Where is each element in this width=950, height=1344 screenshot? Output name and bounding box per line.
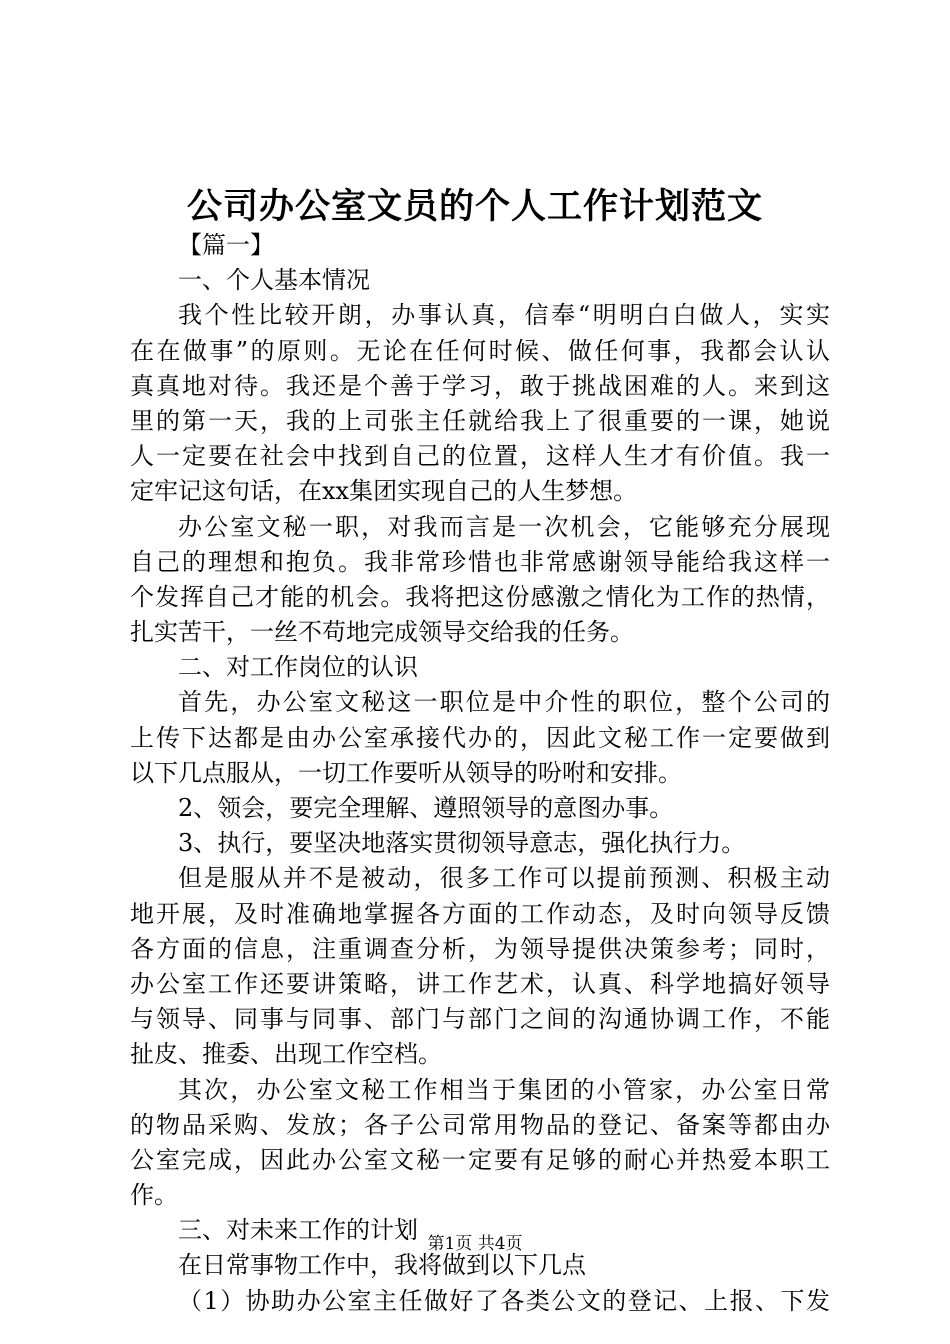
body-text-line: 办公室文秘一职，对我而言是一次机会，它能够充分展现 — [178, 512, 830, 541]
body-text-line: 与领导、同事与同事、部门与部门之间的沟通协调工作，不能 — [130, 1005, 830, 1034]
body-text-line: 的物品采购、发放；各子公司常用物品的登记、备案等都由办 — [130, 1110, 830, 1139]
body-text-line: 各方面的信息，注重调查分析，为领导提供决策参考；同时， — [130, 934, 830, 963]
body-text-line: 办公室工作还要讲策略，讲工作艺术，认真、科学地搞好领导 — [130, 969, 830, 998]
body-text-line: 【篇一】 — [178, 231, 274, 259]
body-text-line: 里的第一天，我的上司张主任就给我上了很重要的一课，她说 — [130, 406, 830, 435]
body-text-line: 真真地对待。我还是个善于学习，敢于挑战困难的人。来到这 — [130, 371, 830, 400]
document-body — [130, 228, 830, 1319]
body-text-line: 上传下达都是由办公室承接代办的，因此文秘工作一定要做到 — [130, 723, 830, 752]
body-text-line: 定牢记这句话，在xx集团实现自己的人生梦想。 — [130, 477, 638, 506]
body-text-line: 扯皮、推委、出现工作空档。 — [130, 1040, 442, 1069]
body-text-line: 公室完成，因此办公室文秘一定要有足够的耐心并热爱本职工 — [130, 1145, 830, 1174]
body-text-line: 作。 — [130, 1181, 178, 1210]
body-text-line: 在在做事”的原则。无论在任何时候、做任何事，我都会认认 — [130, 336, 830, 365]
body-text-line: 人一定要在社会中找到自己的位置，这样人生才有价值。我一 — [130, 442, 830, 471]
page-footer: 第1页 共4页 — [427, 1234, 523, 1254]
body-text-line: 个发挥自己才能的机会。我将把这份感激之情化为工作的热情， — [130, 582, 830, 611]
body-text-line: 以下几点服从，一切工作要听从领导的吩咐和安排。 — [130, 758, 682, 787]
body-text-line: 自己的理想和抱负。我非常珍惜也非常感谢领导能给我这样一 — [130, 547, 830, 576]
body-text-line: 首先，办公室文秘这一职位是中介性的职位，整个公司的 — [178, 688, 830, 717]
body-text-line: 其次，办公室文秘工作相当于集团的小管家，办公室日常 — [178, 1075, 830, 1104]
body-text-line: 在日常事物工作中，我将做到以下几点 — [178, 1251, 586, 1280]
body-text-line: 我个性比较开朗，办事认真，信奉“明明白白做人，实实 — [178, 301, 830, 330]
body-text-line: 扎实苦干，一丝不苟地完成领导交给我的任务。 — [130, 618, 634, 647]
body-text-line: 3、执行，要坚决地落实贯彻领导意志，强化执行力。 — [178, 829, 746, 858]
body-text-line: 地开展，及时准确地掌握各方面的工作动态，及时向领导反馈 — [130, 899, 830, 928]
document-title: 公司办公室文员的个人工作计划范文 — [186, 186, 763, 227]
body-text-line: 一、个人基本情况 — [178, 266, 370, 295]
body-text-line: 但是服从并不是被动，很多工作可以提前预测、积极主动 — [178, 864, 830, 893]
body-text-line: 三、对未来工作的计划 — [178, 1216, 418, 1245]
body-text-line: （1）协助办公室主任做好了各类公文的登记、上报、下发 — [178, 1286, 830, 1315]
body-text-line: 2、领会，要完全理解、遵照领导的意图办事。 — [178, 794, 674, 822]
body-text-line: 二、对工作岗位的认识 — [178, 653, 418, 682]
